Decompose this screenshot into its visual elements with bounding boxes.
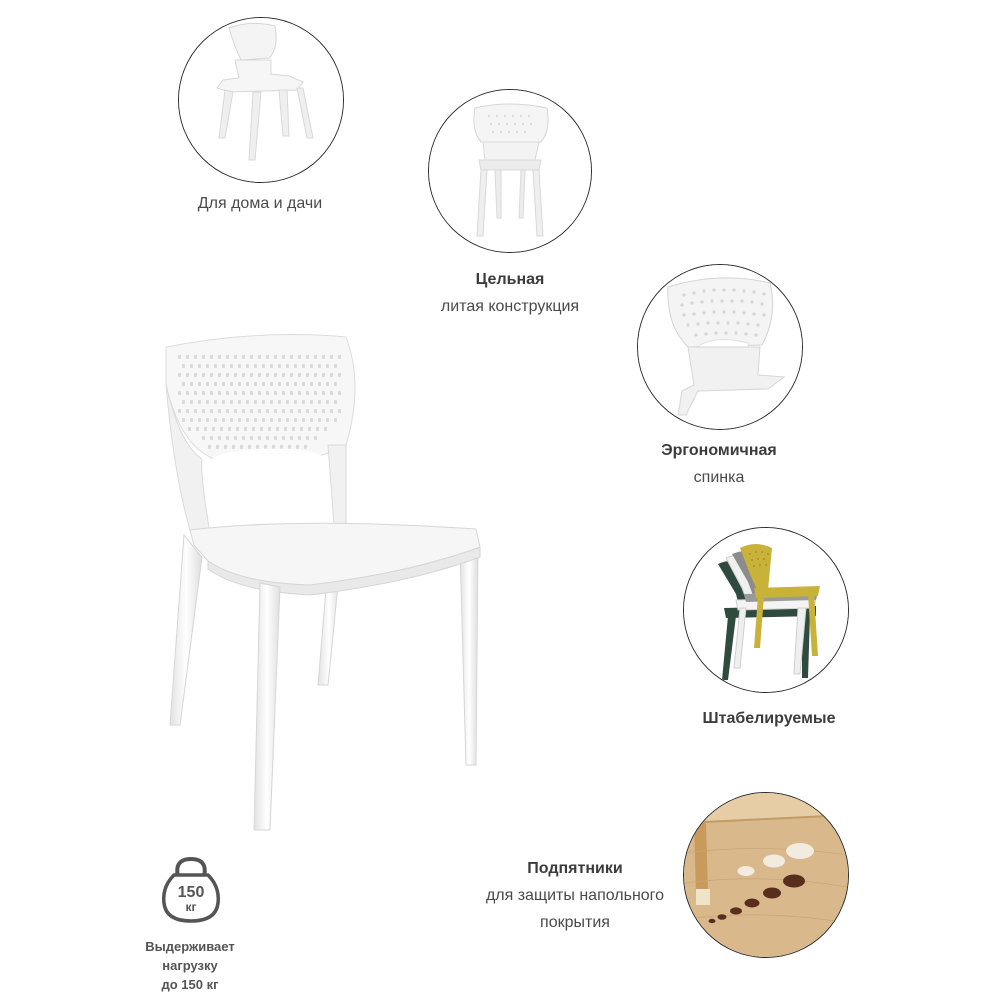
backrest-hole (242, 391, 245, 395)
backrest-hole (290, 436, 293, 440)
backrest-hole (250, 391, 253, 395)
feature-subtitle-text: для защиты напольного покрытия (485, 887, 665, 931)
backrest-hole (182, 418, 185, 422)
backrest-hole (292, 427, 295, 431)
weight-caption-line: Выдерживает (145, 939, 235, 954)
backrest-hole (214, 382, 217, 386)
backrest-hole (206, 400, 209, 404)
feature-image-stackable (683, 527, 849, 693)
chair-product-icon (150, 325, 500, 845)
backrest-hole (242, 436, 245, 440)
backrest-hole (226, 373, 229, 377)
weight-value: 150 (177, 884, 205, 901)
backrest-hole (242, 355, 245, 359)
backrest-hole (302, 400, 305, 404)
backrest-hole (334, 418, 337, 422)
backrest-hole (250, 355, 253, 359)
feature-subtitle (470, 882, 680, 936)
backrest-hole (190, 382, 193, 386)
backrest-hole (306, 436, 309, 440)
backrest-hole (230, 418, 233, 422)
backrest-hole (178, 391, 181, 395)
feature-image-home-garden (178, 17, 344, 183)
backrest-hole (274, 355, 277, 359)
backrest-hole (270, 364, 273, 368)
backrest-hole (212, 427, 215, 431)
backrest-hole (298, 409, 301, 413)
backrest-hole (280, 445, 283, 449)
weight-caption-line: нагрузку (162, 958, 218, 973)
backrest-hole (238, 364, 241, 368)
backrest-hole (334, 400, 337, 404)
backrest-hole (316, 427, 319, 431)
backrest-hole (334, 364, 337, 368)
backrest-hole (206, 418, 209, 422)
backrest-hole (266, 409, 269, 413)
backrest-hole (226, 436, 229, 440)
backrest-hole (230, 364, 233, 368)
backrest-hole (270, 400, 273, 404)
backrest-hole (246, 400, 249, 404)
backrest-hole (262, 382, 265, 386)
backrest-hole (210, 373, 213, 377)
backrest-hole (302, 418, 305, 422)
backrest-hole (260, 427, 263, 431)
backrest-hole (194, 409, 197, 413)
backrest-hole (338, 373, 341, 377)
backrest-hole (202, 355, 205, 359)
backrest-hole (274, 436, 277, 440)
backrest-hole (266, 373, 269, 377)
backrest-hole (248, 445, 251, 449)
backrest-hole (274, 391, 277, 395)
backrest-hole (206, 382, 209, 386)
backrest-hole (198, 400, 201, 404)
backrest-hole (296, 445, 299, 449)
backrest-hole (258, 391, 261, 395)
feature-image-felt-pads (683, 792, 849, 958)
backrest-hole (262, 418, 265, 422)
chair-front-icon (429, 90, 591, 252)
weight-caption-line: до 150 кг (161, 977, 219, 992)
backrest-hole (240, 445, 243, 449)
felt-pads-icon (684, 793, 848, 957)
backrest-hole (300, 427, 303, 431)
backrest-hole (290, 409, 293, 413)
backrest-hole (244, 427, 247, 431)
backrest-hole (204, 427, 207, 431)
backrest-hole (202, 409, 205, 413)
main-product-chair-image (150, 325, 500, 845)
backrest-hole (234, 436, 237, 440)
backrest-hole (286, 400, 289, 404)
backrest-hole (190, 418, 193, 422)
backrest-hole (290, 391, 293, 395)
weight-unit: кг (185, 900, 197, 914)
backrest-hole (278, 382, 281, 386)
backrest-hole (198, 418, 201, 422)
backrest-hole (228, 427, 231, 431)
backrest-hole (238, 418, 241, 422)
backrest-hole (314, 355, 317, 359)
backrest-hole (318, 364, 321, 368)
backrest-hole (246, 364, 249, 368)
backrest-hole (278, 400, 281, 404)
backrest-hole (218, 355, 221, 359)
backrest-hole (222, 364, 225, 368)
backrest-hole (286, 382, 289, 386)
backrest-hole (262, 400, 265, 404)
feature-title: Цельная (475, 271, 545, 288)
backrest-hole (302, 382, 305, 386)
backrest-hole (226, 355, 229, 359)
backrest-hole (266, 391, 269, 395)
backrest-hole (274, 373, 277, 377)
backrest-hole (232, 445, 235, 449)
feature-caption-solid-cast (405, 266, 615, 320)
backrest-hole (218, 409, 221, 413)
backrest-hole (288, 445, 291, 449)
backrest-hole (258, 355, 261, 359)
backrest-hole (330, 409, 333, 413)
feature-subtitle: спинка (693, 469, 745, 486)
backrest-hole (286, 418, 289, 422)
backrest-hole (206, 364, 209, 368)
backrest-hole (186, 373, 189, 377)
feature-title: Подпятники (527, 860, 623, 877)
backrest-hole (188, 427, 191, 431)
backrest-hole (306, 391, 309, 395)
backrest-hole (220, 427, 223, 431)
feature-subtitle: Для дома и дачи (197, 195, 323, 212)
backrest-hole (314, 391, 317, 395)
backrest-hole (196, 427, 199, 431)
weight-capacity-caption (120, 937, 260, 994)
backrest-hole (224, 445, 227, 449)
feature-subtitle: литая конструкция (440, 298, 580, 315)
backrest-hole (214, 400, 217, 404)
backrest-hole (314, 373, 317, 377)
backrest-hole (190, 400, 193, 404)
backrest-hole (294, 418, 297, 422)
chair-side-icon (179, 18, 343, 182)
feature-caption-stackable (669, 705, 869, 732)
backrest-hole (238, 382, 241, 386)
backrest-hole (338, 391, 341, 395)
backrest-hole (326, 418, 329, 422)
backrest-hole (178, 409, 181, 413)
backrest-hole (290, 355, 293, 359)
backrest-hole (266, 436, 269, 440)
backrest-hole (306, 373, 309, 377)
backrest-hole (322, 391, 325, 395)
backrest-hole (250, 436, 253, 440)
backrest-hole (186, 391, 189, 395)
backrest-hole (324, 427, 327, 431)
backrest-hole (210, 391, 213, 395)
feature-title: Штабелируемые (702, 710, 836, 727)
backrest-hole (210, 436, 213, 440)
backrest-hole (330, 373, 333, 377)
backrest-hole (202, 391, 205, 395)
backrest-hole (182, 382, 185, 386)
backrest-hole (258, 436, 261, 440)
backrest-hole (310, 418, 313, 422)
backrest-hole (286, 364, 289, 368)
stacked-chairs-icon (684, 528, 848, 692)
feature-caption-felt-pads (470, 855, 680, 936)
backrest-hole (304, 445, 307, 449)
backrest-hole (190, 364, 193, 368)
backrest-hole (234, 391, 237, 395)
feature-title: Эргономичная (661, 442, 777, 459)
backrest-hole (326, 364, 329, 368)
backrest-hole (330, 391, 333, 395)
chair-backrest-closeup-icon (638, 265, 802, 429)
backrest-hole (302, 364, 305, 368)
backrest-hole (226, 391, 229, 395)
backrest-hole (270, 418, 273, 422)
feature-caption-ergonomic-back (619, 437, 819, 491)
backrest-hole (318, 418, 321, 422)
backrest-hole (216, 445, 219, 449)
backrest-hole (222, 418, 225, 422)
backrest-hole (254, 418, 257, 422)
backrest-hole (282, 391, 285, 395)
backrest-hole (194, 355, 197, 359)
backrest-hole (310, 364, 313, 368)
backrest-hole (250, 373, 253, 377)
backrest-hole (246, 418, 249, 422)
backrest-hole (282, 373, 285, 377)
backrest-hole (242, 409, 245, 413)
backrest-hole (314, 436, 317, 440)
backrest-hole (254, 400, 257, 404)
backrest-hole (278, 418, 281, 422)
backrest-hole (246, 382, 249, 386)
backrest-hole (306, 409, 309, 413)
backrest-hole (322, 409, 325, 413)
feature-caption-home-garden (160, 190, 360, 217)
backrest-hole (242, 373, 245, 377)
backrest-hole (322, 355, 325, 359)
backrest-hole (338, 409, 341, 413)
backrest-hole (250, 409, 253, 413)
backrest-hole (298, 373, 301, 377)
backrest-hole (178, 373, 181, 377)
backrest-hole (218, 373, 221, 377)
backrest-hole (238, 400, 241, 404)
backrest-hole (234, 409, 237, 413)
backrest-hole (208, 445, 211, 449)
backrest-hole (214, 364, 217, 368)
backrest-hole (236, 427, 239, 431)
backrest-hole (194, 373, 197, 377)
backrest-hole (264, 445, 267, 449)
backrest-hole (256, 445, 259, 449)
backrest-hole (294, 364, 297, 368)
backrest-hole (222, 400, 225, 404)
backrest-hole (186, 409, 189, 413)
backrest-hole (298, 355, 301, 359)
backrest-hole (334, 382, 337, 386)
backrest-hole (186, 355, 189, 359)
backrest-hole (202, 436, 205, 440)
backrest-hole (272, 445, 275, 449)
backrest-hole (326, 400, 329, 404)
backrest-hole (298, 391, 301, 395)
backrest-hole (276, 427, 279, 431)
backrest-hole (254, 382, 257, 386)
backrest-hole (294, 382, 297, 386)
feature-image-solid-cast (428, 89, 592, 253)
backrest-hole (214, 418, 217, 422)
backrest-hole (322, 373, 325, 377)
backrest-hole (254, 364, 257, 368)
backrest-hole (194, 391, 197, 395)
backrest-hole (258, 373, 261, 377)
backrest-hole (306, 355, 309, 359)
backrest-hole (282, 409, 285, 413)
backrest-hole (230, 400, 233, 404)
backrest-hole (222, 382, 225, 386)
backrest-hole (338, 355, 341, 359)
backrest-hole (274, 409, 277, 413)
backrest-hole (326, 382, 329, 386)
backrest-hole (298, 436, 301, 440)
backrest-hole (230, 382, 233, 386)
backrest-hole (282, 436, 285, 440)
backrest-hole (330, 355, 333, 359)
backrest-hole (310, 382, 313, 386)
backrest-hole (182, 364, 185, 368)
backrest-hole (210, 409, 213, 413)
backrest-hole (278, 364, 281, 368)
backrest-hole (178, 355, 181, 359)
backrest-hole (266, 355, 269, 359)
backrest-hole (310, 400, 313, 404)
backrest-hole (284, 427, 287, 431)
backrest-hole (262, 364, 265, 368)
backrest-hole (252, 427, 255, 431)
backrest-hole (234, 373, 237, 377)
backrest-hole (282, 355, 285, 359)
backrest-hole (270, 382, 273, 386)
feature-image-ergonomic-back (637, 264, 803, 430)
weight-capacity-icon (160, 855, 222, 925)
backrest-hole (258, 409, 261, 413)
backrest-hole (290, 373, 293, 377)
backrest-hole (308, 427, 311, 431)
backrest-hole (318, 382, 321, 386)
backrest-hole (210, 355, 213, 359)
backrest-hole (268, 427, 271, 431)
backrest-hole (202, 373, 205, 377)
backrest-hole (234, 355, 237, 359)
backrest-hole (294, 400, 297, 404)
backrest-hole (314, 409, 317, 413)
backrest-hole (226, 409, 229, 413)
backrest-hole (218, 436, 221, 440)
backrest-hole (182, 400, 185, 404)
backrest-hole (198, 382, 201, 386)
backrest-hole (218, 391, 221, 395)
backrest-hole (198, 364, 201, 368)
backrest-hole (318, 400, 321, 404)
